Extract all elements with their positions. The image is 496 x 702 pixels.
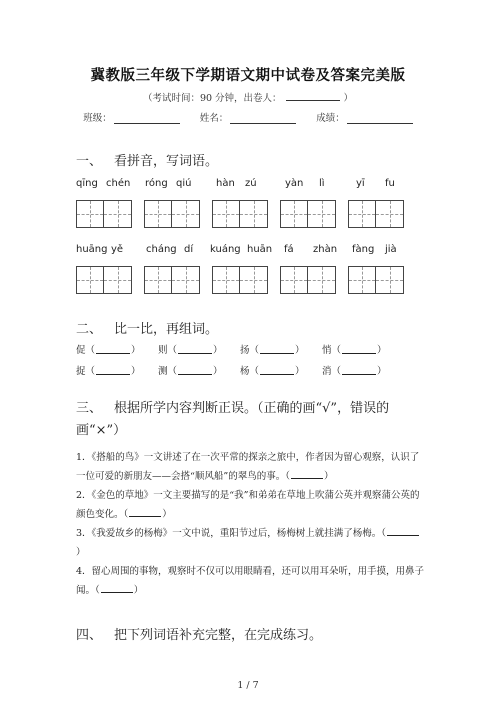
answer-blank[interactable] [260, 344, 294, 354]
answer-blank[interactable] [178, 365, 212, 375]
answer-blank[interactable] [101, 582, 133, 593]
compare-item: 测（ ） [158, 366, 223, 377]
score-label: 成绩： [316, 113, 345, 124]
word-box[interactable] [76, 266, 132, 294]
section-title: 比一比，再组词。 [114, 322, 219, 337]
word-box[interactable] [280, 266, 336, 294]
compare-item: 杨（ ） [240, 366, 305, 377]
answer-blank[interactable] [387, 525, 419, 536]
pinyin: yàn [285, 178, 304, 189]
answer-blank[interactable] [96, 365, 130, 375]
answer-blank[interactable] [129, 506, 161, 517]
pinyin: yě [111, 244, 124, 255]
judgement-item: 3．《我爱故乡的杨梅》一文中说，重阳节过后，杨梅树上就挂满了杨梅。（） [76, 524, 426, 562]
pinyin-row-1 [76, 178, 416, 192]
section-number: 四、 [76, 628, 103, 643]
pinyin: huāng [76, 244, 108, 255]
section-title: 根据所学内容判断正误。（正确的画“√”，错误的画“×”） [76, 401, 390, 438]
name-label: 姓名： [199, 113, 229, 124]
word-box[interactable] [212, 200, 268, 228]
pinyin: yī [356, 178, 365, 189]
compare-item: 则（ ） [158, 345, 223, 356]
class-blank[interactable] [114, 113, 180, 124]
answer-blank[interactable] [342, 365, 376, 375]
compare-item: 消（ ） [322, 366, 387, 377]
answer-blank[interactable] [342, 344, 376, 354]
pinyin: róng [145, 178, 168, 189]
section-title: 把下列词语补充完整，在完成练习。 [114, 628, 323, 643]
exam-subtitle [0, 90, 496, 104]
pinyin: huān [247, 244, 273, 255]
pinyin: hàn [216, 178, 235, 189]
pinyin: fàng [352, 244, 375, 255]
judgement-item: 4．留心周围的事物，观察时不仅可以用眼睛看，还可以用耳朵听，用手摸，用鼻子闻。（ ） [76, 566, 425, 596]
score-blank[interactable] [347, 113, 413, 124]
answer-blank[interactable] [260, 365, 294, 375]
page-number: 1 / 7 [237, 680, 259, 691]
subtitle-right: ） [343, 93, 354, 104]
section-number: 二、 [76, 322, 103, 337]
word-box[interactable] [144, 266, 200, 294]
author-blank[interactable] [286, 91, 340, 101]
compare-item: 捉（ ） [76, 366, 141, 377]
pinyin: qīng [76, 178, 98, 189]
pinyin: chén [106, 178, 131, 189]
section-4-heading [76, 624, 322, 643]
pinyin: dí [184, 244, 194, 255]
section-3-heading [76, 398, 426, 442]
class-label: 班级： [83, 113, 112, 124]
pinyin: zhàn [313, 244, 338, 255]
pinyin: kuáng [210, 244, 241, 255]
word-box[interactable] [280, 200, 336, 228]
compare-item: 悄（ ） [322, 345, 387, 356]
pinyin: zú [245, 178, 257, 189]
compare-row-2 [76, 363, 404, 377]
pinyin: lì [319, 178, 325, 189]
compare-row-1 [76, 342, 404, 356]
pinyin-row-2 [76, 244, 416, 258]
answer-blank[interactable] [96, 344, 130, 354]
subtitle-left: （考试时间：90 分钟，出卷人： [142, 93, 282, 104]
word-box[interactable] [348, 200, 404, 228]
section-2-heading [76, 318, 218, 337]
answer-blank[interactable] [291, 468, 323, 479]
word-box[interactable] [144, 200, 200, 228]
compare-item: 扬（ ） [240, 345, 305, 356]
section-title: 看拼音，写词语。 [114, 154, 219, 169]
name-blank[interactable] [230, 113, 296, 124]
pinyin: cháng [146, 244, 177, 255]
word-box[interactable] [348, 266, 404, 294]
section-1-heading [76, 150, 218, 169]
character-grid-row-1 [76, 200, 404, 228]
pinyin: jià [385, 244, 397, 255]
judgement-item: 2．《金色的草地》一文主要描写的是“我”和弟弟在草地上吹蒲公英并观察蒲公英的颜色变化。（ ） [76, 490, 420, 520]
pinyin: fá [284, 244, 294, 255]
student-info [0, 110, 496, 124]
judgement-item: 1．《搭船的鸟》一文讲述了在一次平常的探亲之旅中，作者因为留心观察，认识了一位可爱的新朋友——会搭“顺风船”的翠鸟的事。（ ） [76, 452, 420, 482]
pinyin: fu [385, 178, 395, 189]
word-box[interactable] [212, 266, 268, 294]
section-number: 三、 [76, 401, 103, 416]
judgement-list [76, 448, 426, 600]
section-number: 一、 [76, 154, 103, 169]
answer-blank[interactable] [178, 344, 212, 354]
pinyin: qiú [176, 178, 192, 189]
compare-item: 促（ ） [76, 345, 141, 356]
character-grid-row-2 [76, 266, 404, 294]
page-title: 冀教版三年级下学期语文期中试卷及答案完美版 [90, 68, 406, 84]
word-box[interactable] [76, 200, 132, 228]
